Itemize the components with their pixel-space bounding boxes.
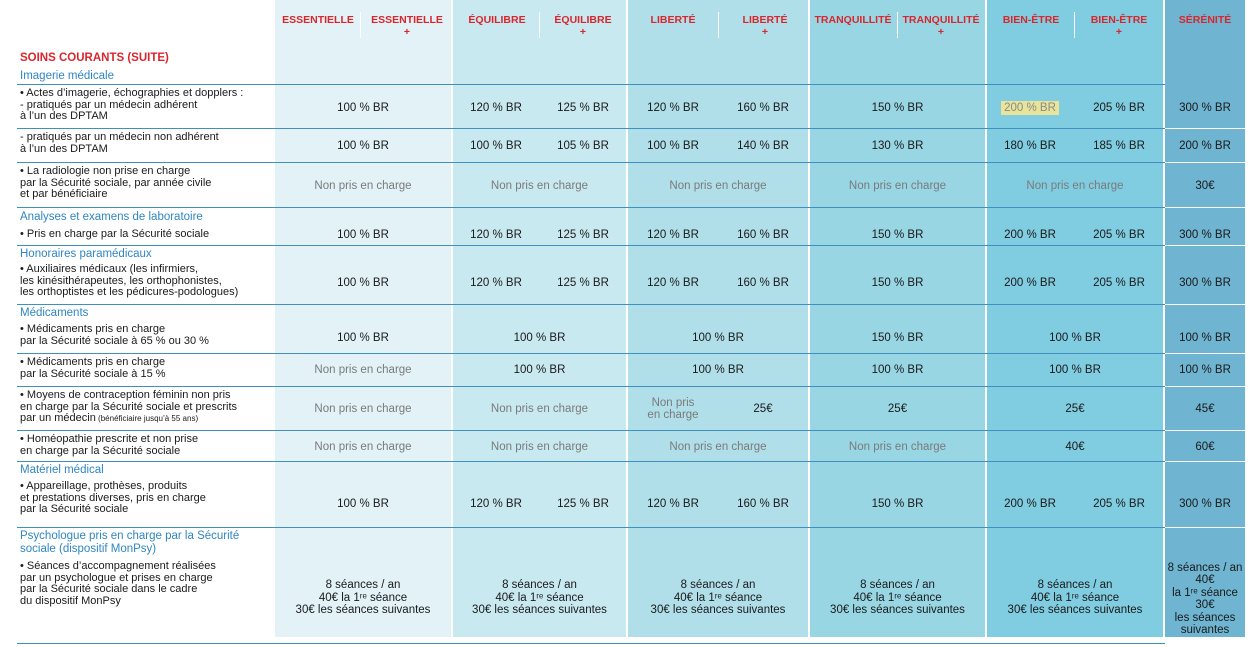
row-separator (17, 386, 1165, 387)
cell: 200 % BR (1004, 276, 1056, 289)
row-separator (17, 128, 1165, 129)
cell: 200 % BR (1004, 497, 1056, 510)
cell: 100 % BR (1049, 331, 1101, 344)
cell-highlighted: 200 % BR (987, 96, 1073, 120)
cell: 25€ (1065, 402, 1085, 415)
header-serenite: SÉRÉNITÉ (1178, 14, 1232, 26)
cell: Non pris en charge (314, 179, 412, 192)
row-separator (17, 430, 1165, 431)
cell: 125 % BR (557, 228, 609, 241)
header-bien-etre: BIEN-ÊTRE (1002, 14, 1060, 26)
cell: 60€ (1195, 440, 1215, 453)
row-label-radiologie: • La radiologie non prise en charge par la Sécurité sociale, par année civile et par bénéficiaire (20, 165, 212, 200)
cell: 200 % BR (1004, 228, 1056, 241)
cell: 8 séances / an 40€ la 1ʳᵉ séance 30€ les séances suivantes (295, 579, 431, 617)
cell: 100 % BR (1049, 363, 1101, 376)
row-separator (1165, 386, 1245, 387)
row-label-imagerie-adherent: • Actes d’imagerie, échographies et dopplers : - pratiqués par un médecin adhérent à l’un des DPTAM (20, 87, 244, 122)
section-paramedicaux: Honoraires paramédicaux (20, 248, 152, 260)
cell: 120 % BR (647, 276, 699, 289)
cell: Non pris en charge (848, 440, 947, 453)
cell: 185 % BR (1093, 139, 1145, 152)
header-essentielle: ESSENTIELLE (282, 14, 354, 26)
cell: 150 % BR (871, 228, 924, 241)
cell: 160 % BR (737, 101, 789, 114)
row-label-medicaments-65: • Médicaments pris en charge par la Sécurité sociale à 65 % ou 30 % (20, 323, 209, 347)
cell: 8 séances / an 40€ la 1ʳᵉ séance 30€ les séances suivantes (472, 579, 607, 617)
cell: Non pris en charge (314, 402, 412, 415)
row-separator (1165, 430, 1245, 431)
section-psychologue: Psychologue pris en charge par la Sécurité sociale (dispositif MonPsy) (20, 530, 240, 555)
cell: 300 % BR (1179, 276, 1231, 289)
cell: 100 % BR (871, 363, 924, 376)
cell: 100 % BR (1179, 331, 1231, 344)
cell: Non pris en charge (669, 440, 767, 453)
cell: 300 % BR (1179, 228, 1231, 241)
row-label-medicaments-15: • Médicaments pris en charge par la Sécurité sociale à 15 % (20, 356, 166, 380)
cell: Non pris en charge (490, 402, 589, 415)
header-divider (718, 12, 719, 38)
cell: 200 % BR (1179, 139, 1231, 152)
cell: 205 % BR (1093, 228, 1145, 241)
cell: Non pris en charge (1026, 179, 1124, 192)
cell: 120 % BR (647, 101, 699, 114)
cell: 25€ (753, 402, 773, 415)
header-divider (1074, 12, 1075, 38)
page-title: SOINS COURANTS (SUITE) (20, 52, 169, 64)
row-separator (1165, 304, 1245, 305)
cell: 120 % BR (647, 228, 699, 241)
row-separator (17, 527, 1165, 528)
cell: 30€ (1195, 179, 1215, 192)
cell: 180 % BR (1004, 139, 1056, 152)
cell: 205 % BR (1093, 276, 1145, 289)
header-divider (539, 12, 540, 38)
cell: 300 % BR (1179, 101, 1231, 114)
cell: 160 % BR (737, 497, 789, 510)
cell: 100 % BR (337, 497, 389, 510)
header-divider (360, 12, 361, 38)
row-separator (1165, 461, 1245, 462)
cell: 8 séances / an 40€ la 1ʳᵉ séance 30€ les séances suivantes (1007, 579, 1143, 617)
cell: 125 % BR (557, 101, 609, 114)
cell: 100 % BR (337, 228, 389, 241)
cell: 105 % BR (557, 139, 609, 152)
row-separator (17, 643, 1165, 644)
cell: 45€ (1195, 402, 1215, 415)
cell: 120 % BR (647, 497, 699, 510)
row-separator (17, 304, 1165, 305)
section-medicaments: Médicaments (20, 307, 89, 319)
section-imagerie: Imagerie médicale (20, 70, 114, 82)
cell: 150 % BR (871, 331, 924, 344)
cell: 160 % BR (737, 276, 789, 289)
cell: 120 % BR (470, 228, 522, 241)
cell: 100 % BR (337, 276, 389, 289)
cell: 205 % BR (1093, 101, 1145, 114)
cell: 25€ (887, 402, 908, 415)
cell: Non pris en charge (490, 179, 589, 192)
cell: 100 % BR (1179, 363, 1231, 376)
cell: 150 % BR (871, 276, 924, 289)
cell: 8 séances / an 40€ la 1ʳᵉ séance 30€ les séances suivantes (830, 579, 965, 617)
cell: 125 % BR (557, 497, 609, 510)
row-label-auxiliaires: • Auxiliaires médicaux (les infirmiers, les kinésithérapeutes, les orthophonistes, les orthoptistes et les pédicures-podologues) (20, 263, 239, 298)
cell: 100 % BR (692, 363, 744, 376)
cell: 120 % BR (470, 497, 522, 510)
header-essentielle-plus: ESSENTIELLE + (371, 14, 443, 38)
cell: Non pris en charge (314, 363, 412, 376)
row-separator (1165, 207, 1245, 208)
cell: 100 % BR (337, 101, 389, 114)
header-liberte-plus: LIBERTÉ + (742, 14, 788, 38)
cell: Non pris en charge (669, 179, 767, 192)
cell: 100 % BR (513, 363, 566, 376)
row-label-laboratoire: • Pris en charge par la Sécurité sociale (20, 228, 210, 240)
row-separator (17, 245, 1165, 246)
cell: 100 % BR (647, 139, 699, 152)
header-tranquillite: TRANQUILLITÉ (814, 14, 892, 26)
cell: 100 % BR (692, 331, 744, 344)
cell: 205 % BR (1093, 497, 1145, 510)
section-laboratoire: Analyses et examens de laboratoire (20, 211, 203, 223)
row-separator (17, 461, 1165, 462)
row-separator (17, 207, 1165, 208)
cell: Non pris en charge (647, 396, 699, 421)
header-equilibre-plus: ÉQUILIBRE + (554, 14, 612, 38)
cell: 100 % BR (470, 139, 522, 152)
cell: 150 % BR (871, 101, 924, 114)
section-materiel: Matériel médical (20, 464, 104, 476)
cell: 120 % BR (470, 276, 522, 289)
cell: 100 % BR (337, 139, 389, 152)
row-separator (1165, 527, 1245, 528)
cell: 125 % BR (557, 276, 609, 289)
row-separator (17, 162, 1165, 163)
row-separator (1165, 162, 1245, 163)
row-label-monpsy: • Séances d’accompagnement réalisées par un psychologue et prises en charge par la Sécurité sociale dans le cadre du dispositif MonPsy (20, 560, 216, 607)
row-separator (1165, 353, 1245, 354)
cell: 150 % BR (871, 497, 924, 510)
cell: Non pris en charge (848, 179, 947, 192)
cell: 300 % BR (1179, 497, 1231, 510)
header-liberte: LIBERTÉ (650, 14, 696, 26)
header-equilibre: ÉQUILIBRE (468, 14, 526, 26)
row-label-appareillage: • Appareillage, prothèses, produits et prestations diverses, pris en charge par la Sécurité sociale (20, 480, 206, 515)
cell: 140 % BR (737, 139, 789, 152)
header-bien-etre-plus: BIEN-ÊTRE + (1090, 14, 1148, 38)
row-label-contraception: • Moyens de contraception féminin non pris en charge par la Sécurité sociale et prescrits par un médecin (bénéficiaire jusqu’à 55 ans) (20, 389, 238, 424)
header-divider (897, 12, 898, 38)
row-separator (17, 353, 1165, 354)
row-label-imagerie-non-adherent: - pratiqués par un médecin non adhérent à l’un des DPTAM (20, 131, 219, 155)
row-separator (1165, 245, 1245, 246)
cell: 100 % BR (337, 331, 389, 344)
row-separator (17, 84, 1165, 85)
row-separator (1165, 128, 1245, 129)
header-tranquillite-plus: TRANQUILLITÉ + (902, 14, 980, 38)
cell: Non pris en charge (314, 440, 412, 453)
cell: 8 séances / an 40€ la 1ʳᵉ séance 30€ les séances suivantes (1167, 561, 1243, 636)
cell: 8 séances / an 40€ la 1ʳᵉ séance 30€ les séances suivantes (650, 579, 786, 617)
cell: 40€ (1065, 440, 1085, 453)
cell: 130 % BR (871, 139, 924, 152)
cell: 100 % BR (513, 331, 566, 344)
cell: 120 % BR (470, 101, 522, 114)
cell: Non pris en charge (490, 440, 589, 453)
cell: 160 % BR (737, 228, 789, 241)
row-label-homeopathie: • Homéopathie prescrite et non prise en charge par la Sécurité sociale (20, 433, 199, 457)
